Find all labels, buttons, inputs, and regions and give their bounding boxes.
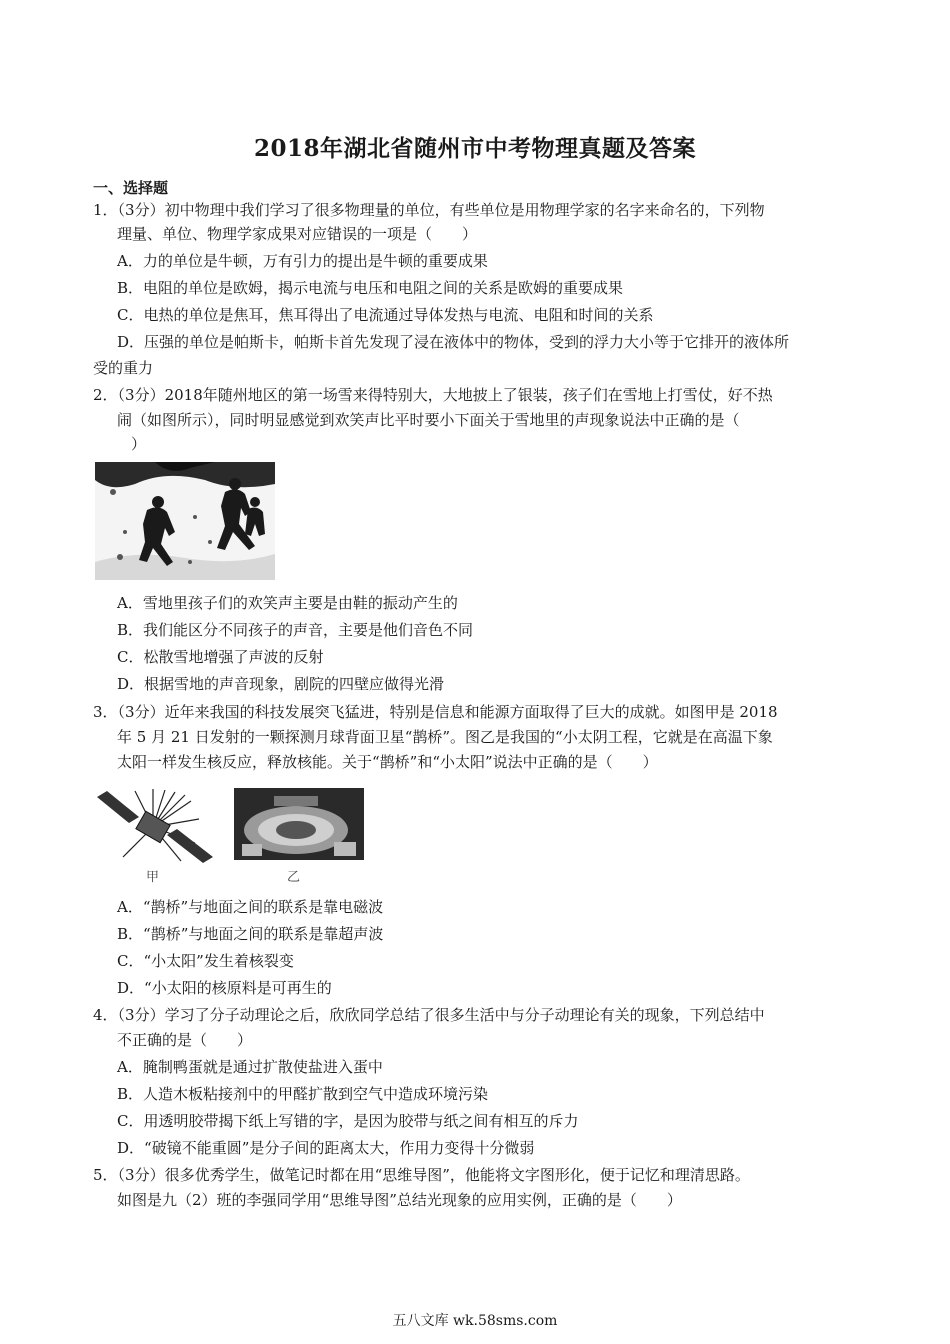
q2-line-1: 2．（3分）2018年随州地区的第一场雪来得特别大，大地披上了银装，孩子们在雪地上打雪仗，好不热 — [93, 386, 773, 404]
snow-fight-photo — [95, 462, 275, 580]
queqiao-satellite-figure — [95, 787, 215, 867]
q2-line-2: 闹（如图所示），同时明显感觉到欢笑声比平时要小下面关于雪地里的声现象说法中正确的是（ — [117, 411, 740, 429]
q4-option-a: A．腌制鸭蛋就是通过扩散使盐进入蛋中 — [117, 1058, 383, 1076]
q4-option-b: B．人造木板粘接剂中的甲醛扩散到空气中造成环境污染 — [117, 1085, 489, 1103]
q2-line-3: ） — [131, 435, 147, 453]
q1-option-c: C．电热的单位是焦耳，焦耳得出了电流通过导体发热与电流、电阻和时间的关系 — [117, 306, 654, 324]
q1-option-a: A．力的单位是牛顿，万有引力的提出是牛顿的重要成果 — [117, 252, 488, 270]
page-title: 2018年湖北省随州市中考物理真题及答案 — [253, 135, 696, 162]
q1-option-d-line-1: D．压强的单位是帕斯卡，帕斯卡首先发现了浸在液体中的物体，受到的浮力大小等于它排开的液体所 — [117, 333, 790, 351]
q3-option-b: B．“鹊桥”与地面之间的联系是靠超声波 — [117, 925, 384, 943]
q4-option-c: C．用透明胶带揭下纸上写错的字，是因为胶带与纸之间有相互的斥力 — [117, 1112, 579, 1130]
footer-watermark: 五八文库 wk.58sms.com — [392, 1313, 558, 1329]
q5-line-2: 如图是九（2）班的李强同学用“思维导图”总结光现象的应用实例，正确的是（ ） — [117, 1191, 682, 1209]
q3-line-3: 太阳一样发生核反应，释放核能。关于“鹊桥”和“小太阳”说法中正确的是（ ） — [117, 753, 658, 771]
q4-line-2: 不正确的是（ ） — [117, 1031, 253, 1049]
q1-line-1: 1．（3分）初中物理中我们学习了很多物理量的单位，有些单位是用物理学家的名字来命名的，下列物 — [93, 201, 765, 219]
q4-option-d: D．“破镜不能重圆”是分子间的距离太大，作用力变得十分微弱 — [117, 1139, 535, 1157]
q2-option-d: D．根据雪地的声音现象，剧院的四壁应做得光滑 — [117, 675, 445, 693]
q1-line-2: 理量、单位、物理学家成果对应错误的一项是（ ） — [117, 225, 478, 243]
q1-option-b: B．电阻的单位是欧姆，揭示电流与电压和电阻之间的关系是欧姆的重要成果 — [117, 279, 624, 297]
q3-line-1: 3．（3分）近年来我国的科技发展突飞猛进，特别是信息和能源方面取得了巨大的成就。如图甲是 2018 — [93, 703, 778, 721]
q3-option-c: C．“小太阳”发生着核裂变 — [117, 952, 294, 970]
q2-option-b: B．我们能区分不同孩子的声音，主要是他们音色不同 — [117, 621, 474, 639]
q4-line-1: 4．（3分）学习了分子动理论之后，欣欣同学总结了很多生活中与分子动理论有关的现象，下列总结中 — [93, 1006, 765, 1024]
q3-option-d: D．“小太阳的核原料是可再生的 — [117, 979, 332, 997]
q3-option-a: A．“鹊桥”与地面之间的联系是靠电磁波 — [117, 898, 384, 916]
section-heading: 一、选择题 — [93, 179, 169, 197]
q3-line-2: 年 5 月 21 日发射的一颗探测月球背面卫星“鹊桥”。图乙是我国的“小太阴工程，它就是在高温下象 — [117, 728, 773, 746]
figure-label-jia: 甲 — [146, 870, 160, 885]
artificial-sun-figure — [234, 788, 364, 860]
q5-line-1: 5．（3分）很多优秀学生，做笔记时都在用“思维导图”，他能将文字图形化，便于记忆和理清思路。 — [93, 1166, 750, 1184]
q1-option-d-line-2: 受的重力 — [93, 359, 154, 377]
figure-label-yi: 乙 — [287, 870, 301, 885]
q2-option-a: A．雪地里孩子们的欢笑声主要是由鞋的振动产生的 — [117, 594, 458, 612]
q2-option-c: C．松散雪地增强了声波的反射 — [117, 648, 324, 666]
